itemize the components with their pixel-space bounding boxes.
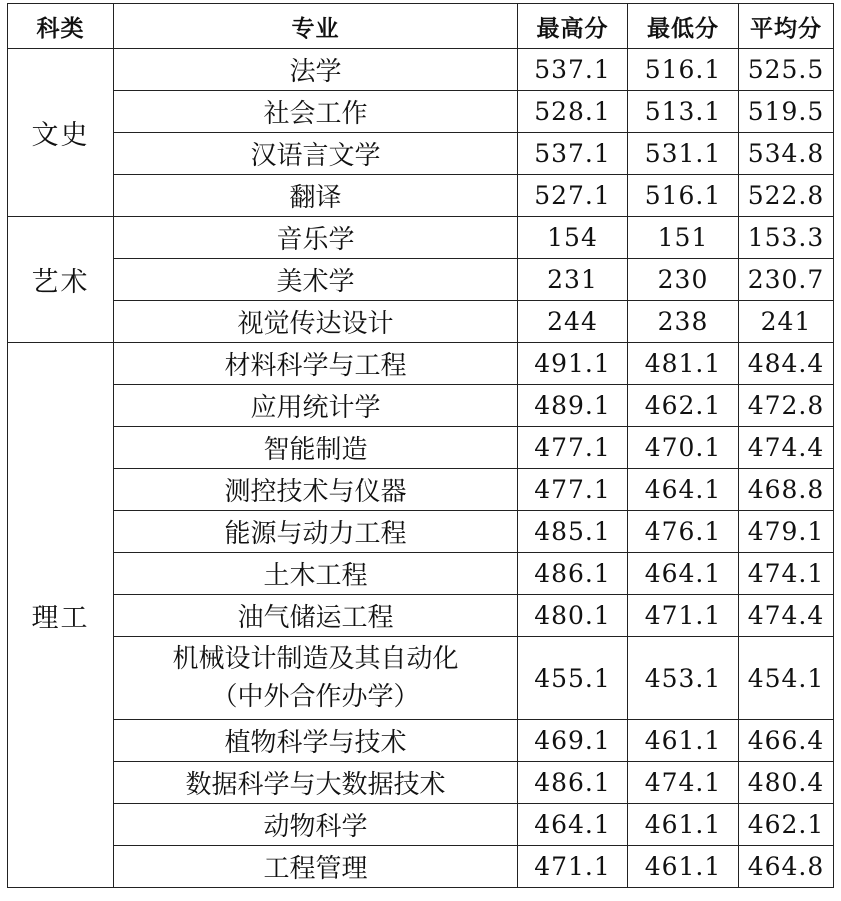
max-score-cell: 486.1 bbox=[518, 553, 628, 595]
category-cell: 艺术 bbox=[8, 217, 114, 343]
max-score-cell: 528.1 bbox=[518, 91, 628, 133]
avg-score-cell: 479.1 bbox=[739, 511, 834, 553]
table-row bbox=[8, 427, 834, 469]
table-row bbox=[8, 595, 834, 637]
category-cell: 文史 bbox=[8, 49, 114, 217]
major-note: （中外合作办学） bbox=[211, 682, 420, 712]
max-score-cell: 480.1 bbox=[518, 595, 628, 637]
avg-score-cell: 153.3 bbox=[739, 217, 834, 259]
header-category: 科类 bbox=[8, 4, 114, 49]
max-score-cell: 527.1 bbox=[518, 175, 628, 217]
admission-score-table bbox=[7, 3, 834, 888]
max-score-cell: 486.1 bbox=[518, 762, 628, 804]
avg-score-cell: 474.4 bbox=[739, 595, 834, 637]
table-row bbox=[8, 385, 834, 427]
avg-score-cell: 468.8 bbox=[739, 469, 834, 511]
max-score-cell: 491.1 bbox=[518, 343, 628, 385]
major-cell bbox=[114, 637, 518, 720]
max-score-cell: 477.1 bbox=[518, 427, 628, 469]
major-cell: 视觉传达设计 bbox=[114, 301, 518, 343]
avg-score-cell: 484.4 bbox=[739, 343, 834, 385]
min-score-cell: 474.1 bbox=[628, 762, 739, 804]
min-score-cell: 481.1 bbox=[628, 343, 739, 385]
major-cell: 数据科学与大数据技术 bbox=[114, 762, 518, 804]
header-max-score: 最高分 bbox=[518, 4, 628, 49]
major-cell: 材料科学与工程 bbox=[114, 343, 518, 385]
table-row bbox=[8, 804, 834, 846]
max-score-cell: 477.1 bbox=[518, 469, 628, 511]
min-score-cell: 462.1 bbox=[628, 385, 739, 427]
min-score-cell: 471.1 bbox=[628, 595, 739, 637]
max-score-cell: 471.1 bbox=[518, 846, 628, 888]
major-name: 机械设计制造及其自动化 bbox=[172, 644, 459, 674]
header-major: 专业 bbox=[114, 4, 518, 49]
max-score-cell: 244 bbox=[518, 301, 628, 343]
major-cell: 翻译 bbox=[114, 175, 518, 217]
table-row bbox=[8, 846, 834, 888]
min-score-cell: 470.1 bbox=[628, 427, 739, 469]
major-cell: 社会工作 bbox=[114, 91, 518, 133]
major-cell: 智能制造 bbox=[114, 427, 518, 469]
min-score-cell: 516.1 bbox=[628, 49, 739, 91]
header-row bbox=[8, 4, 834, 49]
max-score-cell: 455.1 bbox=[518, 637, 628, 720]
max-score-cell: 537.1 bbox=[518, 49, 628, 91]
min-score-cell: 464.1 bbox=[628, 553, 739, 595]
major-cell: 汉语言文学 bbox=[114, 133, 518, 175]
table-row bbox=[8, 133, 834, 175]
major-cell: 音乐学 bbox=[114, 217, 518, 259]
avg-score-cell: 472.8 bbox=[739, 385, 834, 427]
avg-score-cell: 525.5 bbox=[739, 49, 834, 91]
table-row bbox=[8, 91, 834, 133]
table-row bbox=[8, 217, 834, 259]
major-cell: 油气储运工程 bbox=[114, 595, 518, 637]
avg-score-cell: 230.7 bbox=[739, 259, 834, 301]
avg-score-cell: 454.1 bbox=[739, 637, 834, 720]
min-score-cell: 461.1 bbox=[628, 720, 739, 762]
max-score-cell: 231 bbox=[518, 259, 628, 301]
min-score-cell: 230 bbox=[628, 259, 739, 301]
table-row bbox=[8, 553, 834, 595]
header-avg-score: 平均分 bbox=[739, 4, 834, 49]
table-row bbox=[8, 343, 834, 385]
max-score-cell: 485.1 bbox=[518, 511, 628, 553]
table-row bbox=[8, 511, 834, 553]
avg-score-cell: 522.8 bbox=[739, 175, 834, 217]
major-cell: 法学 bbox=[114, 49, 518, 91]
table-row bbox=[8, 259, 834, 301]
min-score-cell: 516.1 bbox=[628, 175, 739, 217]
avg-score-cell: 241 bbox=[739, 301, 834, 343]
min-score-cell: 461.1 bbox=[628, 804, 739, 846]
major-cell: 动物科学 bbox=[114, 804, 518, 846]
table-header bbox=[8, 4, 834, 49]
max-score-cell: 537.1 bbox=[518, 133, 628, 175]
table-row bbox=[8, 301, 834, 343]
avg-score-cell: 466.4 bbox=[739, 720, 834, 762]
min-score-cell: 513.1 bbox=[628, 91, 739, 133]
major-cell: 工程管理 bbox=[114, 846, 518, 888]
avg-score-cell: 534.8 bbox=[739, 133, 834, 175]
major-cell: 植物科学与技术 bbox=[114, 720, 518, 762]
max-score-cell: 469.1 bbox=[518, 720, 628, 762]
major-cell: 土木工程 bbox=[114, 553, 518, 595]
category-cell: 理工 bbox=[8, 343, 114, 888]
table-row bbox=[8, 469, 834, 511]
min-score-cell: 151 bbox=[628, 217, 739, 259]
table-row bbox=[8, 720, 834, 762]
table-row bbox=[8, 637, 834, 720]
avg-score-cell: 519.5 bbox=[739, 91, 834, 133]
min-score-cell: 238 bbox=[628, 301, 739, 343]
avg-score-cell: 462.1 bbox=[739, 804, 834, 846]
min-score-cell: 461.1 bbox=[628, 846, 739, 888]
table-row bbox=[8, 49, 834, 91]
table-row bbox=[8, 175, 834, 217]
header-min-score: 最低分 bbox=[628, 4, 739, 49]
min-score-cell: 531.1 bbox=[628, 133, 739, 175]
min-score-cell: 476.1 bbox=[628, 511, 739, 553]
table-row bbox=[8, 762, 834, 804]
avg-score-cell: 474.1 bbox=[739, 553, 834, 595]
avg-score-cell: 464.8 bbox=[739, 846, 834, 888]
major-cell: 美术学 bbox=[114, 259, 518, 301]
max-score-cell: 154 bbox=[518, 217, 628, 259]
min-score-cell: 464.1 bbox=[628, 469, 739, 511]
avg-score-cell: 474.4 bbox=[739, 427, 834, 469]
major-cell: 应用统计学 bbox=[114, 385, 518, 427]
min-score-cell: 453.1 bbox=[628, 637, 739, 720]
table-body bbox=[8, 49, 834, 888]
major-cell: 测控技术与仪器 bbox=[114, 469, 518, 511]
major-cell: 能源与动力工程 bbox=[114, 511, 518, 553]
max-score-cell: 464.1 bbox=[518, 804, 628, 846]
avg-score-cell: 480.4 bbox=[739, 762, 834, 804]
max-score-cell: 489.1 bbox=[518, 385, 628, 427]
